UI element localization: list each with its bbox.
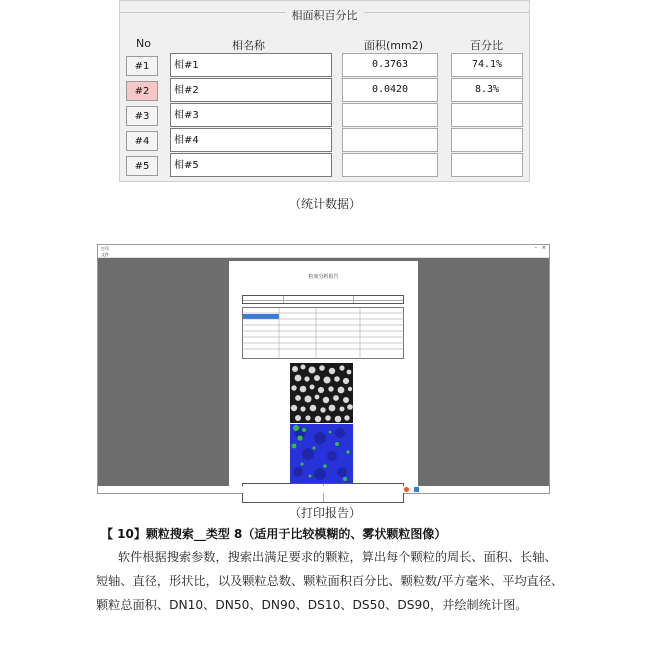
print-icon[interactable] [404, 487, 409, 492]
section-title: 【 10】颗粒搜索__类型 8（适用于比较模糊的、雾状颗粒图像） [101, 527, 447, 541]
micrograph-grayscale [290, 363, 353, 423]
area-value [342, 153, 438, 177]
phase-name-input[interactable]: 相#5 [170, 153, 332, 177]
header-percent: 百分比 [470, 39, 503, 52]
phase-name-input[interactable]: 相#4 [170, 128, 332, 152]
percent-value [451, 103, 523, 127]
row-number-button[interactable]: #3 [126, 106, 158, 126]
window-menu-bar [98, 252, 549, 258]
window-title: 打印 [101, 246, 109, 251]
panel-title: 相面积百分比 [120, 7, 529, 23]
percent-value: 8.3% [451, 78, 523, 102]
phase-name-input[interactable]: 相#3 [170, 103, 332, 127]
zoom-icon[interactable] [414, 487, 419, 492]
report-title: 粒度分析报告 [308, 274, 339, 280]
report-selected-row-highlight [243, 314, 279, 319]
area-value: 0.0420 [342, 78, 438, 102]
print-preview-window [97, 244, 550, 494]
micrograph-segmented [290, 424, 353, 484]
report-info-table [242, 295, 404, 304]
section-body [96, 545, 566, 617]
header-no: No [136, 37, 151, 50]
report-page [229, 261, 418, 489]
caption-print: （打印报告） [288, 506, 361, 520]
percent-value: 74.1% [451, 53, 523, 77]
area-value [342, 103, 438, 127]
section-body-text: 软件根据搜索参数，搜索出满足要求的颗粒，算出每个颗粒的周长、面积、长轴、短轴、直径，形状比，以及颗粒总数、颗粒面积百分比、颗粒数/平方毫米、平均直径、颗粒总面积、DN10、DN50、DN90、DS10、DS50、DS90，并绘制统计图。 [96, 550, 564, 612]
phase-name-input[interactable]: 相#1 [170, 53, 332, 77]
window-status-bar [98, 486, 549, 493]
header-name: 相名称 [232, 39, 265, 52]
phase-area-panel [119, 0, 530, 182]
area-value: 0.3763 [342, 53, 438, 77]
header-area: 面积(mm2) [364, 39, 424, 52]
window-title-bar [98, 245, 549, 252]
row-number-button[interactable]: #4 [126, 131, 158, 151]
report-phase-table [242, 307, 404, 359]
row-number-button[interactable]: #1 [126, 56, 158, 76]
percent-value [451, 128, 523, 152]
caption-stats: （统计数据） [288, 197, 361, 211]
percent-value [451, 153, 523, 177]
minimize-icon[interactable]: – [534, 245, 537, 251]
area-value [342, 128, 438, 152]
menu-file[interactable]: 文件 [101, 252, 109, 257]
row-number-button[interactable]: #2 [126, 81, 158, 101]
phase-name-input[interactable]: 相#2 [170, 78, 332, 102]
row-number-button[interactable]: #5 [126, 156, 158, 176]
close-icon[interactable]: × [541, 245, 546, 251]
